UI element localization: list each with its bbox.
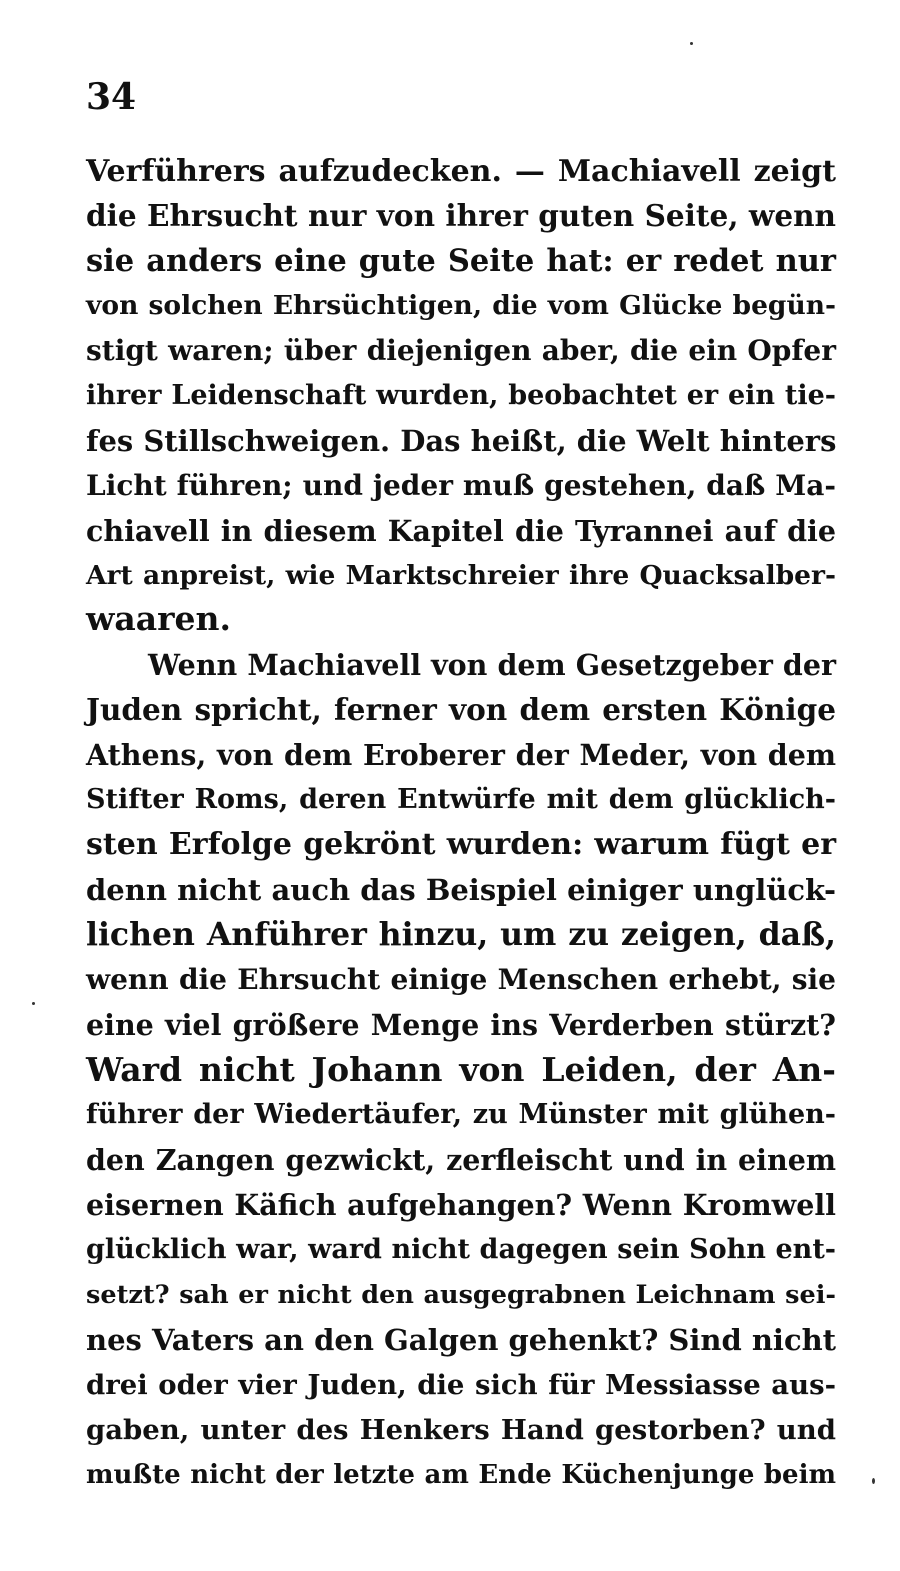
text-line: ihrer Leidenschaft wurden, beobachtet er ein tie- bbox=[86, 380, 836, 411]
text-line: setzt? sah er nicht den ausgegrabnen Leichnam sei- bbox=[86, 1280, 836, 1310]
text-line: Juden spricht, ferner von dem ersten Könige bbox=[86, 692, 836, 727]
text-line: waaren. bbox=[86, 599, 232, 638]
text-line: fes Stillschweigen. Das heißt, die Welt hinters bbox=[86, 424, 837, 458]
paper-speck bbox=[872, 1478, 875, 1484]
text-line: Verführers aufzudecken. — Machiavell zeigt bbox=[86, 154, 836, 189]
text-line: wenn die Ehrsucht einige Menschen erhebt, sie bbox=[86, 963, 836, 996]
text-line: nes Vaters an den Galgen gehenkt? Sind nicht bbox=[86, 1323, 837, 1357]
text-line: den Zangen gezwickt, zerfleischt und in einem bbox=[86, 1143, 836, 1177]
text-line: mußte nicht der letzte am Ende Küchenjunge beim bbox=[86, 1460, 836, 1490]
text-line: Stifter Roms, deren Entwürfe mit dem glücklich- bbox=[86, 784, 836, 815]
text-line: eine viel größere Menge ins Verderben stürzt? bbox=[86, 1008, 836, 1042]
paper-speck bbox=[32, 1002, 35, 1005]
text-line: gaben, unter des Henkers Hand gestorben? und bbox=[86, 1414, 836, 1446]
text-line: stigt waren; über diejenigen aber, die ein Opfer bbox=[86, 334, 836, 367]
text-line: drei oder vier Juden, die sich für Messiasse aus- bbox=[86, 1369, 836, 1401]
text-line: sten Erfolge gekrönt wurden: warum fügt er bbox=[86, 827, 836, 862]
text-line: chiavell in diesem Kapitel die Tyrannei auf die bbox=[86, 514, 836, 548]
text-line: Ward nicht Johann von Leiden, der An- bbox=[86, 1050, 836, 1089]
text-line: von solchen Ehrsüchtigen, die vom Glücke begün- bbox=[86, 290, 836, 321]
text-line: führer der Wiedertäufer, zu Münster mit glühen- bbox=[86, 1099, 836, 1130]
text-line: Licht führen; und jeder muß gestehen, daß Ma- bbox=[86, 469, 836, 502]
text-line: denn nicht auch das Beispiel einiger unglück- bbox=[86, 873, 836, 907]
text-line: eisernen Käfich aufgehangen? Wenn Kromwell bbox=[86, 1188, 836, 1222]
text-line: Wenn Machiavell von dem Gesetzgeber der bbox=[148, 648, 836, 682]
text-line: Art anpreist, wie Marktschreier ihre Quacksalber- bbox=[86, 560, 836, 591]
text-line: lichen Anführer hinzu, um zu zeigen, daß, bbox=[86, 916, 836, 953]
text-line: glücklich war, ward nicht dagegen sein Sohn ent- bbox=[86, 1234, 836, 1265]
page-number: 34 bbox=[86, 76, 137, 118]
paper-speck bbox=[690, 42, 693, 45]
text-line: Athens, von dem Eroberer der Meder, von dem bbox=[86, 738, 836, 772]
text-line: die Ehrsucht nur von ihrer guten Seite, wenn bbox=[86, 198, 836, 233]
text-line: sie anders eine gute Seite hat: er redet nur bbox=[86, 243, 836, 279]
